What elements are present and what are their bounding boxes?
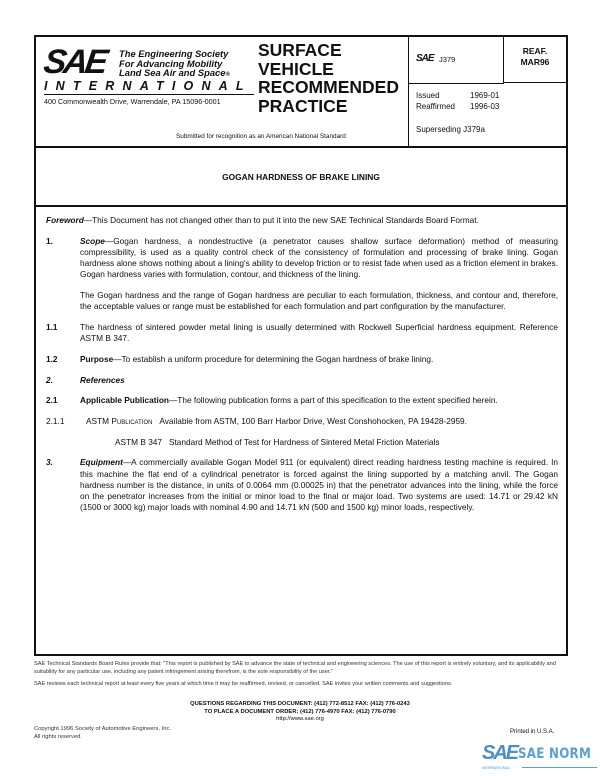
sae-international: INTERNATIONAL [44,79,254,95]
sae-logo-mark: SAE [41,43,108,81]
sae-norm-watermark: SAE SAE NORM INTERNATIONAL [482,742,600,776]
superseding: Superseding J379a [416,125,485,134]
document-header [36,37,566,148]
document-frame [34,35,568,656]
section-1: 1. Scope—Gogan hardness, a nondestructive (a penetrator causes shallow surface deformation) method of measuring compressibility, is used as a quality control check of the consistency of formulation and processing of brake lining. Gogan hardness alone shows nothing about a lining's ability to develop friction or to resist fade when used as a friction element in brakes. Gogan hardness varies with formulation, contour, and thickness of the lining. [46,235,558,280]
section-2-1: 2.1 Applicable Publication—The following publication forms a part of this specification to the extent specified herein. [46,395,498,406]
rules-note: SAE Technical Standards Board Rules provide that: "This report is published by SAE to advance the state of technical and engineering sciences. The use of this report is entirely voluntary, and its applicability and suitability for any particular use, including any patent infringement arising therefrom, is the sole responsibility of the user." [34,661,556,675]
standard-number: SAE J379 [409,37,504,84]
sae-watermark-logo-icon: SAE [482,742,518,764]
watermark-divider [522,767,597,768]
document-type: SURFACE VEHICLE RECOMMENDED PRACTICE [258,40,399,116]
section-2: 2. References [46,374,125,385]
issue-dates: Issued 1969-01 Reaffirmed 1996-03 [416,91,500,111]
sae-tagline: The Engineering Society For Advancing Mobility Land Sea Air and Space® [119,48,230,78]
printed-in: Printed in U.S.A. [510,729,555,735]
review-note: SAE reviews each technical report at least every five years at which time it may be reaffirmed, revised, or cancelled. SAE invites your written comments and suggestions. [34,681,453,687]
sae-address: 400 Commonwealth Drive, Warrendale, PA 15096-0001 [44,97,221,106]
footer-notes [34,660,568,692]
sae-mini-logo: SAE [416,53,434,64]
section-1-2: 1.2 Purpose—To establish a uniform procedure for determining the Gogan hardness of brake lining. [46,353,434,364]
reference-astm-b347: ASTM B 347 Standard Method of Test for Hardness of Sintered Metal Friction Materials [115,436,440,447]
document-title: GOGAN HARDNESS OF BRAKE LINING [36,148,566,207]
section-3: 3. Equipment—A commercially available Gogan Model 911 (or equivalent) direct reading hardness testing machine is required. In this machine the flat end of a cylindrical penetrator is forced against the lining supported by a matching anvil. The Gogan hardness number is the distance, in units of 0.0064 mm (0.00025 in) that the penetrator advances into the lining, while the force on the penetrator increases from the initial or minor load to the final or major load. Two systems are used: 14.71 or 29.42 kN (1500 or 3000 kg) major loads with nominal 4.90 and 14.71 kN (500 and 1500 kg) minor loads, respectively. [46,457,558,513]
standard-info-box [408,37,567,146]
document-body [46,215,558,523]
reaffirmed-badge: REAF. MAR96 [503,37,567,83]
section-1-1: 1.1 The hardness of sintered powder metal lining is usually determined with Rockwell Superficial hardness equipment. Reference ASTM B 347. [46,321,558,344]
contact-info: QUESTIONS REGARDING THIS DOCUMENT: (412) 772-8512 FAX: (412) 776-0243 TO PLACE A DOCUMENT ORDER; (412) 776-4970 FAX: (412) 776-0790 http://www.sae.org [0,701,600,724]
website-link[interactable]: http://www.sae.org [276,716,324,722]
submitted-note: Submitted for recognition as an American National Standard [176,133,346,140]
section-2-1-1: 2.1.1 ASTM Publication Available from ASTM, 100 Barr Harbor Drive, West Conshohocken, PA 19428-2959. [46,415,467,426]
copyright: Copyright 1996 Society of Automotive Engineers, Inc. All rights reserved. [34,726,171,740]
section-1-continuation: The Gogan hardness and the range of Gogan hardness are peculiar to each formulation, thickness, and contour and, therefore, the acceptable values or range must be established for each formulation and part configuration by the manufacturer. [80,290,558,312]
foreword: Foreword—This Document has not changed other than to put it into the new SAE Technical Standards Board Format. [46,215,479,225]
